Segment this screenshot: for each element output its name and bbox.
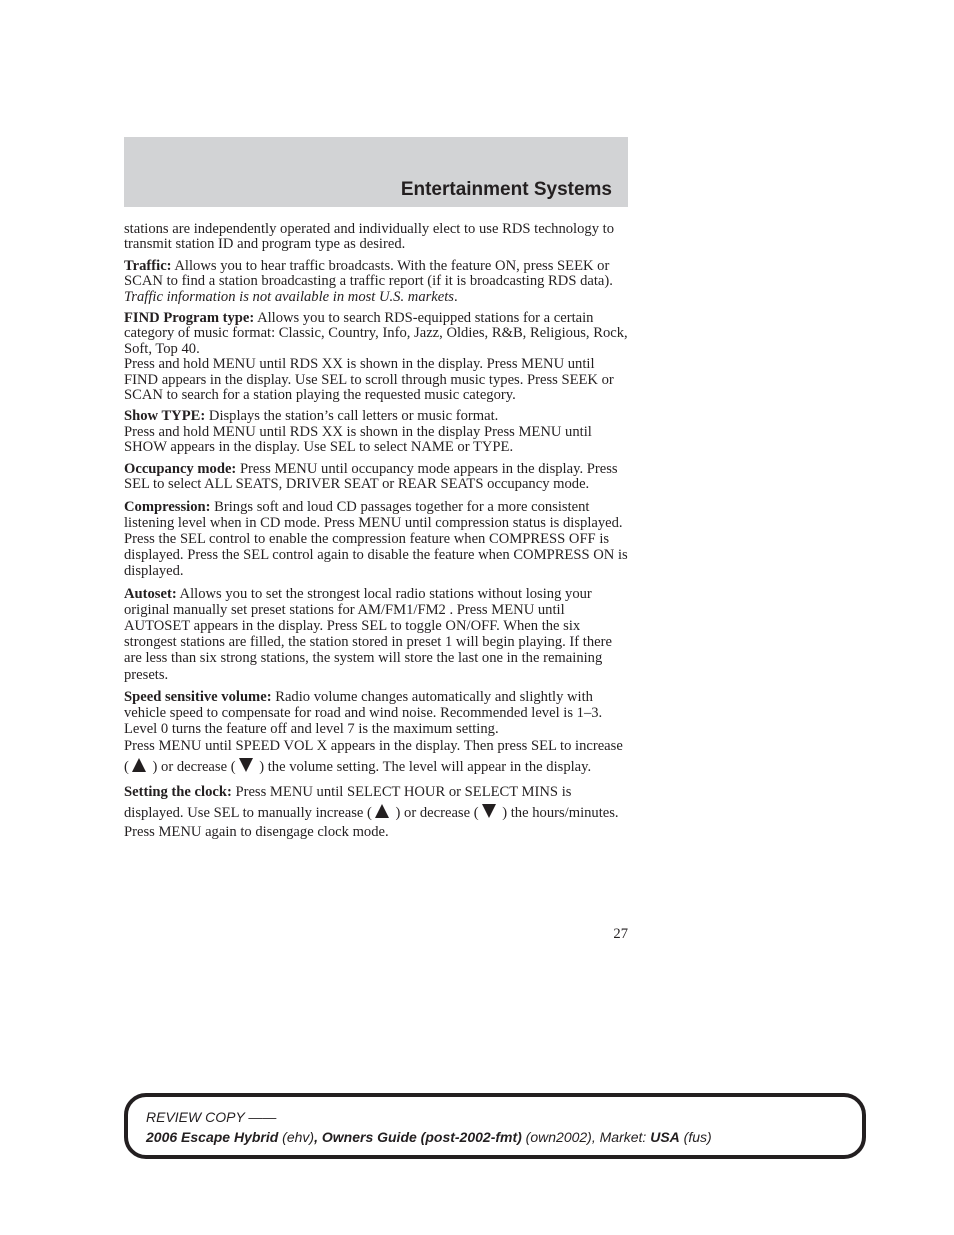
market-name: USA	[650, 1129, 680, 1145]
guide-code: (own2002)	[521, 1129, 592, 1145]
speed-volume-instructions	[124, 738, 623, 775]
occupancy-mode-term: Occupancy mode:	[124, 460, 237, 477]
section-header-band	[124, 137, 628, 207]
clock-increase-text: Press MENU until SELECT HOUR or SELECT MINS is displayed. Use SEL to manually increase (	[124, 784, 572, 821]
vehicle-model: 2006 Escape Hybrid	[146, 1129, 279, 1145]
find-program-type-paragraph	[124, 311, 630, 403]
occupancy-mode-paragraph	[124, 462, 630, 493]
review-copy-footer	[124, 1093, 866, 1159]
section-title: Entertainment Systems	[400, 179, 612, 200]
traffic-text: Allows you to hear traffic broadcasts. With the feature ON, press SEEK or SCAN to find a station broadcasting a traffic report (if it is broadcasting RDS data).	[124, 257, 613, 290]
speed-volume-text: Radio volume changes automatically and slightly with vehicle speed to compensate for road and wind noise. Recommended level is 1–3. Level 0 turns the feature off and level 7 is the maximum setting.	[124, 688, 603, 738]
find-program-type-text: Allows you to search RDS-equipped stations for a certain category of music format: Classic, Country, Info, Jazz, Oldies, R&B, Religious, Rock, Soft, Top 40.	[124, 310, 628, 357]
show-type-instructions: Press and hold MENU until RDS XX is shown in the display Press MENU until SHOW appears in the display. Use SEL to select NAME or TYPE.	[124, 423, 592, 456]
show-type-term: Show TYPE:	[124, 408, 206, 425]
compression-paragraph	[124, 499, 630, 580]
find-program-type-term: FIND Program type:	[124, 310, 255, 327]
clock-decrease-text: ) or decrease (	[391, 804, 479, 821]
traffic-end: .	[453, 288, 458, 305]
occupancy-mode-text: Press MENU until occupancy mode appears in the display. Press SEL to select ALL SEATS, DRIVER SEAT or REAR SEATS occupancy mode.	[124, 460, 618, 493]
compression-term: Compression:	[124, 498, 211, 515]
traffic-paragraph	[124, 259, 630, 305]
speed-volume-end-text: ) the volume setting. The level will appear in the display.	[255, 758, 592, 775]
down-arrow-icon	[238, 757, 254, 773]
document-info	[146, 1129, 712, 1145]
down-arrow-icon	[481, 803, 497, 819]
clock-paragraph	[124, 783, 630, 843]
clock-end-text: ) the hours/minutes. Press MENU again to disengage clock mode.	[124, 804, 619, 841]
traffic-note: Traffic information is not available in most U.S. markets	[124, 288, 454, 305]
speed-volume-term: Speed sensitive volume:	[124, 688, 272, 705]
show-type-paragraph	[124, 409, 630, 455]
vehicle-code: (ehv)	[278, 1129, 315, 1145]
find-program-type-instructions: Press and hold MENU until RDS XX is shown in the display. Press MENU until FIND appears in the display. Use SEL to scroll through music types. Press SEEK or SCAN to search for a station playing the requested music category.	[124, 356, 614, 404]
footer-separator-2: , Market:	[591, 1129, 651, 1145]
compression-text: Brings soft and loud CD passages together for a more consistent listening level when in CD mode. Press MENU until compression status is displayed. Press the SEL control to enable the compression feature when COMPRESS OFF is displayed. Press the SEL control again to disable the feature when COMPRESS ON is displayed.	[124, 498, 628, 580]
review-copy-label: REVIEW COPY ——	[146, 1109, 277, 1125]
page-number: 27	[613, 926, 628, 942]
market-code: (fus)	[679, 1129, 712, 1145]
page-body	[124, 222, 630, 849]
intro-paragraph: stations are independently operated and individually elect to use RDS technology to transmit station ID and program type as desired.	[124, 221, 614, 253]
speed-volume-increase-text: Press MENU until SPEED VOL X appears in the display. Then press SEL to increase (	[124, 738, 623, 775]
autoset-term: Autoset:	[124, 585, 177, 602]
speed-volume-paragraph	[124, 689, 630, 778]
show-type-text: Displays the station’s call letters or music format.	[205, 408, 499, 425]
guide-name: Owners Guide (post-2002-fmt)	[321, 1129, 522, 1145]
up-arrow-icon	[374, 803, 390, 819]
autoset-text: Allows you to set the strongest local radio stations without losing your original manually set preset stations for AM/FM1/FM2 . Press MENU until AUTOSET appears in the display. Press SEL to toggle ON/OFF. When the six strongest stations are filled, the station stored in preset 1 will begin playing. If there are less than six strong stations, the system will store the last one in the remaining presets.	[124, 585, 612, 683]
autoset-paragraph	[124, 586, 630, 683]
footer-separator-1: ,	[314, 1129, 322, 1145]
speed-volume-decrease-text: ) or decrease (	[148, 758, 236, 775]
clock-term: Setting the clock:	[124, 784, 232, 801]
up-arrow-icon	[131, 757, 147, 773]
traffic-term: Traffic:	[124, 257, 172, 274]
